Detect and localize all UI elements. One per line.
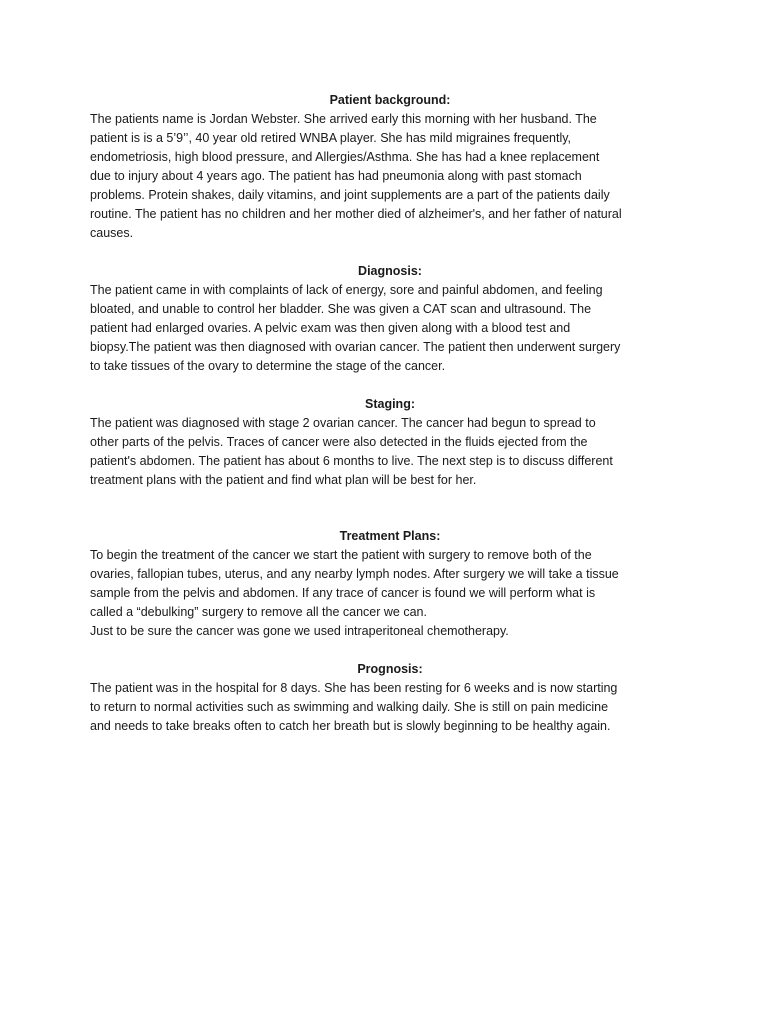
section-spacer xyxy=(90,376,690,395)
section-prognosis xyxy=(90,660,690,736)
section-spacer xyxy=(90,490,690,527)
section-heading: Staging: xyxy=(365,397,415,411)
section-patient-background xyxy=(90,91,690,243)
section-heading: Diagnosis: xyxy=(358,264,422,278)
section-paragraph: To begin the treatment of the cancer we start the patient with surgery to remove both of the ovaries, fallopian tubes, uterus, and any nearby lymph nodes. After surgery we will take a tissue sample from the pelvis and abdomen. If any trace of cancer is found we will perform what is called a “debulking” surgery to remove all the cancer we can. xyxy=(90,548,619,619)
section-paragraph: The patients name is Jordan Webster. She arrived early this morning with her husband. The patient is is a 5’9’’, 40 year old retired WNBA player. She has mild migraines frequently, endometriosis, high blood pressure, and Allergies/Asthma. She has had a knee replacement due to injury about 4 years ago. The patient has had pneumonia along with past stomach problems. Protein shakes, daily vitamins, and joint supplements are a part of the patients daily routine. The patient has no children and her mother died of alzheimer's, and her father of natural causes. xyxy=(90,112,622,240)
section-paragraph: The patient was diagnosed with stage 2 ovarian cancer. The cancer had begun to spread to other parts of the pelvis. Traces of cancer were also detected in the fluids ejected from the patient's abdomen. The patient has about 6 months to live. The next step is to discuss different treatment plans with the patient and find what plan will be best for her. xyxy=(90,416,613,487)
document-page xyxy=(90,91,690,736)
section-spacer xyxy=(90,243,690,262)
section-paragraph: The patient was in the hospital for 8 days. She has been resting for 6 weeks and is now starting to return to normal activities such as swimming and walking daily. She is still on pain medicine and needs to take breaks often to catch her breath but is slowly beginning to be healthy again. xyxy=(90,681,618,733)
section-spacer xyxy=(90,641,690,660)
section-paragraph: Just to be sure the cancer was gone we used intraperitoneal chemotherapy. xyxy=(90,624,509,638)
section-staging xyxy=(90,395,690,490)
section-treatment-plans xyxy=(90,527,690,641)
section-heading: Treatment Plans: xyxy=(339,529,441,543)
section-diagnosis xyxy=(90,262,690,376)
section-heading: Prognosis: xyxy=(357,662,423,676)
section-heading: Patient background: xyxy=(329,93,451,107)
section-paragraph: The patient came in with complaints of lack of energy, sore and painful abdomen, and feeling bloated, and unable to control her bladder. She was given a CAT scan and ultrasound. The patient had enlarged ovaries. A pelvic exam was then given along with a blood test and biopsy.The patient was then diagnosed with ovarian cancer. The patient then underwent surgery to take tissues of the ovary to determine the stage of the cancer. xyxy=(90,283,621,373)
